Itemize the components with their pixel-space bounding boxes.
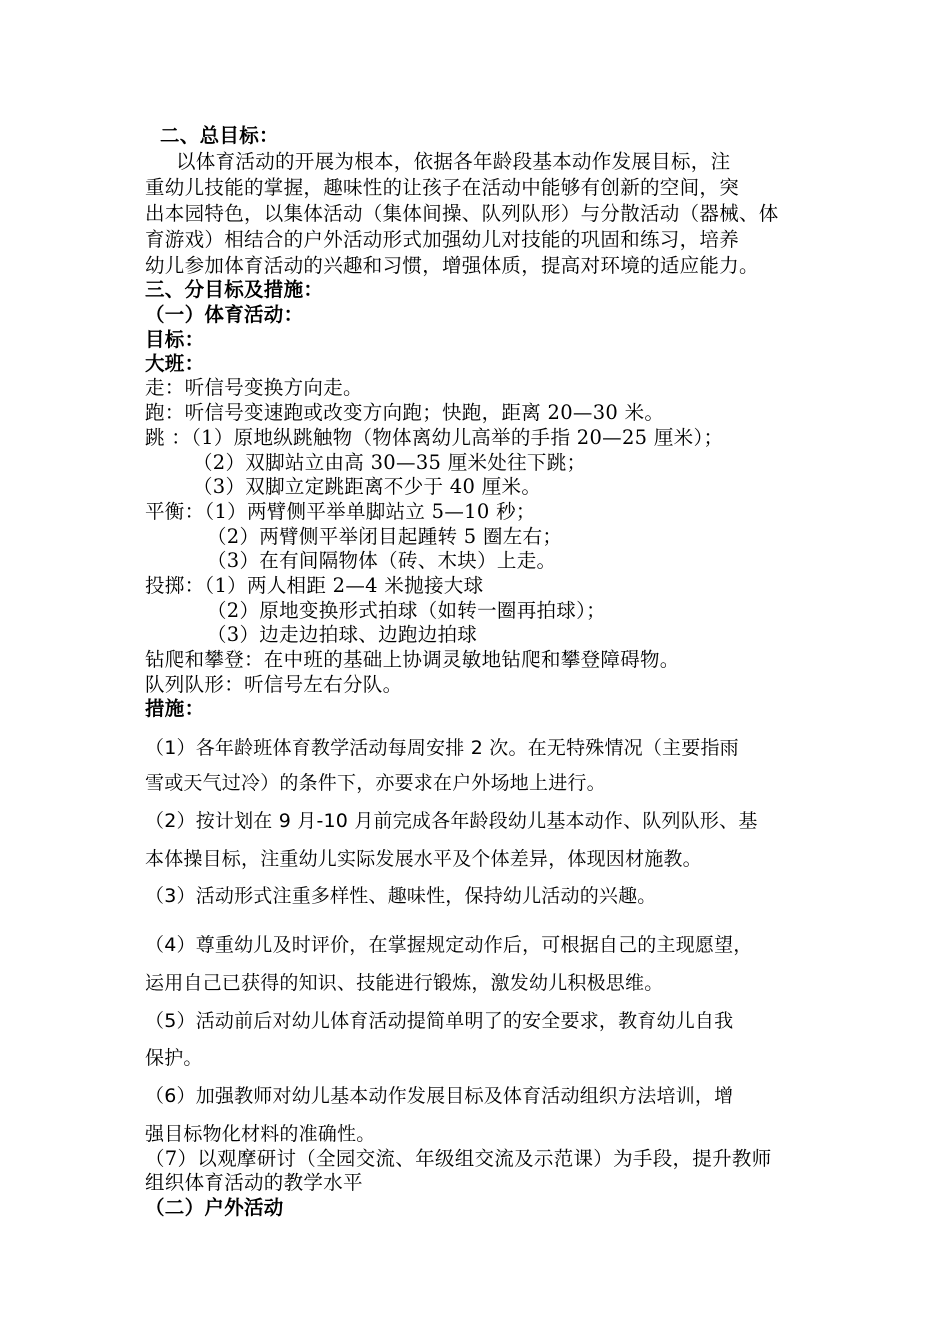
- throw-goal-1: 投掷：（1）两人相距 2—4 米抛接大球: [145, 574, 484, 597]
- throw-goal-2: （2）原地变换形式拍球（如转一圈再拍球）；: [207, 599, 606, 622]
- goal-paragraph-line-3: 出本园特色，以集体活动（集体间操、队列队形）与分散活动（器械、体: [145, 202, 779, 225]
- measure-4-line-2: 运用自己已获得的知识、技能进行锻炼，激发幼儿积极思维。: [145, 972, 664, 994]
- section-1-heading: （一）体育活动：: [145, 303, 304, 326]
- run-goal: 跑：听信号变速跑或改变方向跑；快跑，距离 20—30 米。: [145, 401, 665, 424]
- goal-paragraph-line-2: 重幼儿技能的掌握，趣味性的让孩子在活动中能够有创新的空间，突: [145, 176, 740, 199]
- goal-heading: 二、总目标：: [160, 124, 279, 147]
- jump-goal-3: （3）双脚立定跳距离不少于 40 厘米。: [193, 475, 542, 498]
- measure-4-line-1: （4）尊重幼儿及时评价，在掌握规定动作后，可根据自己的主现愿望，: [145, 934, 753, 956]
- measure-5-line-2: 保护。: [145, 1047, 203, 1069]
- measures-label: 措施：: [145, 697, 205, 720]
- goal-paragraph-line-1: 以体育活动的开展为根本，依据各年龄段基本动作发展目标，注: [176, 150, 731, 173]
- sub-goals-heading: 三、分目标及措施：: [145, 278, 324, 301]
- measure-6-line-2: 强目标物化材料的准确性。: [145, 1123, 376, 1145]
- measure-2-line-1: （2）按计划在 9 月-10 月前完成各年龄段幼儿基本动作、队列队形、基: [145, 810, 758, 832]
- queue-goal: 队列队形：听信号左右分队。: [145, 673, 403, 696]
- measure-1-line-1: （1）各年龄班体育教学活动每周安排 2 次。在无特殊情况（主要指雨: [145, 737, 739, 759]
- throw-goal-3: （3）边走边拍球、边跑边拍球: [207, 623, 478, 646]
- measure-7-line-2: 组织体育活动的教学水平: [145, 1171, 363, 1194]
- goal-paragraph-line-4: 育游戏）相结合的户外活动形式加强幼儿对技能的巩固和练习，培养: [145, 228, 740, 251]
- walk-goal: 走：听信号变换方向走。: [145, 376, 363, 399]
- jump-goal-1: 跳 ：（1）原地纵跳触物（物体离幼儿高举的手指 20—25 厘米）；: [145, 426, 724, 449]
- section-2-heading: （二）户外活动: [145, 1196, 284, 1219]
- balance-goal-2: （2）两臂侧平举闭目起踵转 5 圈左右；: [207, 525, 563, 548]
- measure-2-line-2: 本体操目标，注重幼儿实际发展水平及个体差异，体现因材施教。: [145, 848, 702, 870]
- measure-1-line-2: 雪或天气过冷）的条件下，亦要求在户外场地上进行。: [145, 772, 606, 794]
- class-label: 大班：: [145, 352, 205, 375]
- balance-goal-3: （3）在有间隔物体（砖、木块）上走。: [207, 549, 557, 572]
- target-label: 目标：: [145, 328, 205, 351]
- measure-7-line-1: （7）以观摩研讨（全园交流、年级组交流及示范课）为手段，提升教师: [145, 1147, 772, 1170]
- balance-goal-1: 平衡：（1）两臂侧平举单脚站立 5—10 秒；: [145, 500, 536, 523]
- measure-6-line-1: （6）加强教师对幼儿基本动作发展目标及体育活动组织方法培训，增: [145, 1085, 734, 1107]
- measure-3: （3）活动形式注重多样性、趣味性，保持幼儿活动的兴趣。: [145, 885, 657, 907]
- climb-goal: 钻爬和攀登：在中班的基础上协调灵敏地钻爬和攀登障碍物。: [145, 648, 680, 671]
- jump-goal-2: （2）双脚站立由高 30—35 厘米处往下跳；: [193, 451, 587, 474]
- measure-5-line-1: （5）活动前后对幼儿体育活动提简单明了的安全要求，教育幼儿自我: [145, 1010, 734, 1032]
- goal-paragraph-line-5: 幼儿参加体育活动的兴趣和习惯，增强体质，提高对环境的适应能力。: [145, 254, 759, 277]
